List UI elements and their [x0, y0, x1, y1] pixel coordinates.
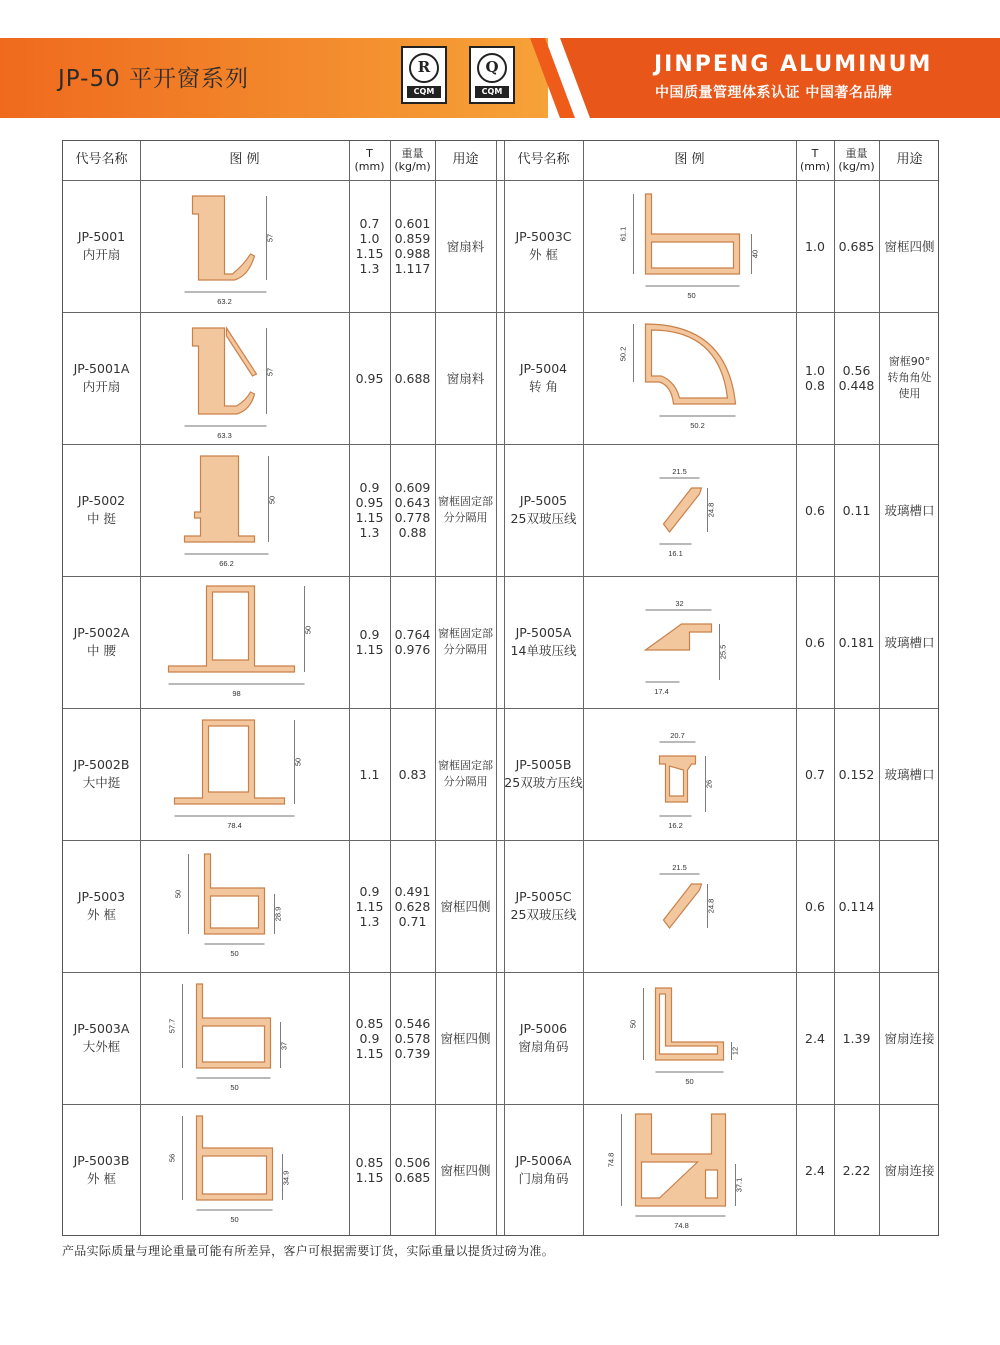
- profile-drawing-svg: [144, 580, 345, 704]
- weight-values: 0.114: [838, 898, 875, 914]
- product-name: 25双玻方压线: [504, 775, 583, 790]
- header-thickness-unit: (mm): [799, 159, 830, 173]
- dimension-label: 50: [687, 291, 696, 300]
- profile-drawing: [144, 844, 345, 968]
- header-thickness-unit: (mm): [354, 159, 385, 173]
- profile-drawing-svg: [587, 976, 792, 1100]
- product-name: 外 框: [529, 247, 558, 262]
- thickness-values: 0.95: [355, 370, 384, 386]
- product-code: JP-5005: [519, 493, 568, 508]
- dimension-label: 50: [230, 1083, 239, 1092]
- header-figure: 图 例: [229, 152, 260, 168]
- header-weight-label: 重量: [401, 147, 424, 161]
- dimension-label: 57.7: [167, 1018, 177, 1034]
- product-code-cell: [504, 708, 583, 840]
- dimension-label: 21.5: [672, 467, 687, 476]
- product-name: 中 挺: [87, 511, 116, 526]
- weight-values: 0.83: [398, 766, 427, 782]
- product-code-cell: [63, 708, 140, 840]
- usage-text: 窗框固定部 分分隔用: [438, 495, 493, 524]
- profile-drawing-svg: [144, 712, 345, 836]
- product-code-cell: [63, 1104, 140, 1236]
- dimension-label: 57: [265, 233, 275, 243]
- brand-name: JINPENG ALUMINUM: [654, 52, 933, 77]
- product-code: JP-5004: [519, 361, 568, 376]
- product-name: 大中挺: [82, 775, 121, 790]
- profile-drawing: [144, 184, 345, 308]
- dimension-label: 12: [730, 1046, 740, 1056]
- dimension-label: 50.2: [618, 346, 628, 362]
- usage-text: 玻璃槽口: [884, 634, 935, 650]
- dimension-label: 40: [750, 249, 760, 259]
- profile-drawing: [587, 316, 792, 440]
- weight-values: 1.39: [842, 1030, 871, 1046]
- product-code-cell: [504, 576, 583, 708]
- product-name: 外 框: [87, 907, 116, 922]
- product-code-cell: [504, 312, 583, 444]
- dimension-label: 74.8: [674, 1221, 689, 1230]
- brand-slogan: 中国质量管理体系认证 中国著名品牌: [655, 85, 893, 101]
- product-name: 内开扇: [82, 379, 121, 394]
- usage-text: 窗扇料: [446, 370, 485, 386]
- product-code: JP-5003B: [73, 1153, 130, 1168]
- product-code-cell: [504, 840, 583, 972]
- dimension-label: 21.5: [672, 863, 687, 872]
- dimension-label: 50: [303, 625, 313, 635]
- dimension-label: 57: [265, 367, 275, 377]
- product-name: 外 框: [87, 1171, 116, 1186]
- product-code: JP-5001A: [73, 361, 130, 376]
- thickness-values: 0.6: [805, 634, 825, 650]
- profile-drawing-svg: [587, 448, 792, 572]
- product-code: JP-5001: [77, 229, 126, 244]
- product-code-cell: [504, 444, 583, 576]
- dimension-label: 34.9: [281, 1170, 291, 1186]
- dimension-label: 56: [167, 1153, 177, 1163]
- usage-text: 窗框四侧: [884, 238, 935, 254]
- weight-values: 0.764 0.976: [394, 627, 431, 657]
- thickness-values: 0.9 1.15: [355, 627, 384, 657]
- profile-drawing: [587, 184, 792, 308]
- dimension-label: 63.3: [217, 431, 232, 440]
- usage-text: 窗框四侧: [440, 898, 491, 914]
- header-thickness-label: T: [366, 147, 373, 161]
- profile-drawing-svg: [144, 448, 345, 572]
- profile-drawing: [144, 976, 345, 1100]
- dimension-label: 50: [685, 1077, 694, 1086]
- header-weight: [834, 141, 879, 180]
- thickness-values: 0.9 1.15 1.3: [355, 883, 384, 929]
- weight-values: 0.688: [394, 370, 431, 386]
- usage-text: 窗扇料: [446, 238, 485, 254]
- weight-values: 0.546 0.578 0.739: [394, 1015, 431, 1061]
- profile-drawing-svg: [144, 976, 345, 1100]
- weight-values: 0.609 0.643 0.778 0.88: [394, 480, 431, 540]
- weight-values: 0.181: [838, 634, 875, 650]
- column-divider: [496, 141, 497, 1235]
- product-code: JP-5003C: [515, 229, 572, 244]
- weight-values: 2.22: [842, 1162, 871, 1178]
- dimension-label: 37.1: [734, 1177, 744, 1193]
- product-code-cell: [504, 972, 583, 1104]
- product-code: JP-5002B: [73, 757, 130, 772]
- dimension-label: 50.2: [690, 421, 705, 430]
- header-use: 用途: [452, 152, 479, 168]
- product-code-cell: [63, 312, 140, 444]
- profile-drawing: [587, 1108, 792, 1232]
- header-weight: [390, 141, 435, 180]
- product-code-cell: [504, 1104, 583, 1236]
- usage-text: 窗框90° 转角角处 使用: [887, 355, 932, 400]
- weight-values: 0.11: [842, 502, 871, 518]
- profile-drawing-svg: [144, 1108, 345, 1232]
- product-code: JP-5002: [77, 493, 126, 508]
- thickness-values: 0.85 1.15: [355, 1155, 384, 1185]
- product-name: 25双玻压线: [510, 511, 577, 526]
- header-weight-unit: (kg/m): [394, 159, 431, 173]
- product-code-cell: [63, 180, 140, 312]
- footer-note: 产品实际质量与理论重量可能有所差异，客户可根据需要订货，实际重量以提货过磅为准。: [62, 1244, 555, 1258]
- cert-letter: R: [417, 58, 431, 76]
- thickness-values: 1.1: [359, 766, 380, 782]
- product-name: 内开扇: [82, 247, 121, 262]
- dimension-label: 20.7: [670, 731, 685, 740]
- usage-text: [879, 840, 940, 972]
- thickness-values: 0.6: [805, 898, 825, 914]
- page-header: [0, 38, 1000, 118]
- dimension-label: 50: [293, 757, 303, 767]
- cert-badge-r: [401, 46, 447, 104]
- profile-drawing: [144, 712, 345, 836]
- product-code-cell: [63, 576, 140, 708]
- weight-values: 0.56 0.448: [838, 363, 875, 393]
- cert-badge-q: [469, 46, 515, 104]
- profile-spec-table: [62, 140, 939, 1236]
- dimension-label: 98: [232, 689, 241, 698]
- thickness-values: 0.7 1.0 1.15 1.3: [355, 216, 384, 276]
- usage-text: 窗框四侧: [440, 1030, 491, 1046]
- product-code: JP-5006A: [515, 1153, 572, 1168]
- dimension-label: 16.2: [668, 821, 683, 830]
- cert-label: CQM: [407, 86, 441, 98]
- thickness-values: 2.4: [805, 1030, 825, 1046]
- product-code: JP-5005C: [515, 889, 572, 904]
- profile-drawing-svg: [587, 316, 792, 440]
- weight-values: 0.506 0.685: [394, 1155, 431, 1185]
- profile-drawing: [587, 580, 792, 704]
- product-code: JP-5005A: [515, 625, 572, 640]
- profile-drawing: [587, 976, 792, 1100]
- usage-text: 窗扇连接: [884, 1162, 935, 1178]
- weight-values: 0.152: [838, 766, 875, 782]
- header-thickness-label: T: [811, 147, 819, 161]
- cert-label: CQM: [475, 86, 509, 98]
- usage-text: 窗框固定部 分分隔用: [438, 759, 493, 788]
- dimension-label: 24.8: [706, 898, 716, 914]
- header-code: 代号名称: [75, 152, 128, 168]
- dimension-label: 25.5: [718, 644, 728, 660]
- header-thickness: [349, 141, 390, 180]
- product-code: JP-5006: [519, 1021, 568, 1036]
- cert-letter: Q: [485, 58, 499, 76]
- profile-drawing: [587, 712, 792, 836]
- profile-drawing-svg: [144, 316, 345, 440]
- dimension-label: 78.4: [227, 821, 242, 830]
- dimension-label: 37: [279, 1041, 289, 1051]
- header-weight-label: 重量: [845, 147, 868, 161]
- header-thickness: [796, 141, 834, 180]
- profile-drawing: [587, 448, 792, 572]
- dimension-label: 24.8: [706, 502, 716, 518]
- weight-values: 0.601 0.859 0.988 1.117: [394, 216, 431, 276]
- profile-drawing: [144, 448, 345, 572]
- profile-drawing: [144, 1108, 345, 1232]
- weight-values: 0.491 0.628 0.71: [394, 883, 431, 929]
- dimension-label: 26: [704, 779, 714, 789]
- usage-text: 玻璃槽口: [884, 766, 935, 782]
- weight-values: 0.685: [838, 238, 875, 254]
- dimension-label: 50: [628, 1019, 638, 1029]
- header-weight-unit: (kg/m): [838, 159, 875, 173]
- profile-drawing: [144, 580, 345, 704]
- header-use: 用途: [896, 152, 923, 168]
- dimension-label: 50: [173, 889, 183, 899]
- product-code-cell: [63, 444, 140, 576]
- profile-drawing-svg: [144, 184, 345, 308]
- thickness-values: 0.9 0.95 1.15 1.3: [355, 480, 384, 540]
- dimension-label: 50: [267, 495, 277, 505]
- usage-text: 玻璃槽口: [884, 502, 935, 518]
- dimension-label: 66.2: [219, 559, 234, 568]
- dimension-label: 50: [230, 1215, 239, 1224]
- product-name: 转 角: [529, 379, 558, 394]
- profile-drawing-svg: [587, 184, 792, 308]
- product-name: 中 腰: [87, 643, 116, 658]
- usage-text: 窗框固定部 分分隔用: [438, 627, 493, 656]
- product-name: 14单玻压线: [510, 643, 577, 658]
- product-name: 窗扇角码: [518, 1039, 569, 1054]
- product-code-cell: [63, 840, 140, 972]
- profile-drawing-svg: [587, 1108, 792, 1232]
- usage-text: 窗扇连接: [884, 1030, 935, 1046]
- thickness-values: 0.7: [805, 766, 825, 782]
- profile-drawing: [587, 844, 792, 968]
- dimension-label: 28.9: [273, 906, 283, 922]
- dimension-label: 17.4: [654, 687, 669, 696]
- thickness-values: 1.0 0.8: [805, 363, 825, 393]
- product-name: 门扇角码: [518, 1171, 569, 1186]
- product-name: 大外框: [82, 1039, 121, 1054]
- product-code-cell: [63, 972, 140, 1104]
- column-divider: [140, 141, 141, 1235]
- profile-drawing-svg: [587, 844, 792, 968]
- product-code: JP-5003A: [73, 1021, 130, 1036]
- series-title: JP-50 平开窗系列: [58, 66, 250, 92]
- thickness-values: 0.85 0.9 1.15: [355, 1015, 384, 1061]
- dimension-label: 32: [675, 599, 684, 608]
- profile-drawing: [144, 316, 345, 440]
- product-code: JP-5005B: [515, 757, 572, 772]
- thickness-values: 0.6: [805, 502, 825, 518]
- header-figure: 图 例: [674, 152, 705, 168]
- profile-drawing-svg: [587, 712, 792, 836]
- product-name: 25双玻压线: [510, 907, 577, 922]
- dimension-label: 63.2: [217, 297, 232, 306]
- table-gap: [496, 141, 504, 1235]
- dimension-label: 74.8: [606, 1152, 616, 1168]
- thickness-values: 1.0: [805, 238, 825, 254]
- profile-drawing-svg: [144, 844, 345, 968]
- product-code: JP-5003: [77, 889, 126, 904]
- column-divider: [583, 141, 584, 1235]
- header-code: 代号名称: [517, 152, 570, 168]
- product-code-cell: [504, 180, 583, 312]
- dimension-label: 61.1: [618, 226, 628, 242]
- dimension-label: 16.1: [668, 549, 683, 558]
- dimension-label: 50: [230, 949, 239, 958]
- thickness-values: 2.4: [805, 1162, 825, 1178]
- profile-drawing-svg: [587, 580, 792, 704]
- usage-text: 窗框四侧: [440, 1162, 491, 1178]
- product-code: JP-5002A: [73, 625, 130, 640]
